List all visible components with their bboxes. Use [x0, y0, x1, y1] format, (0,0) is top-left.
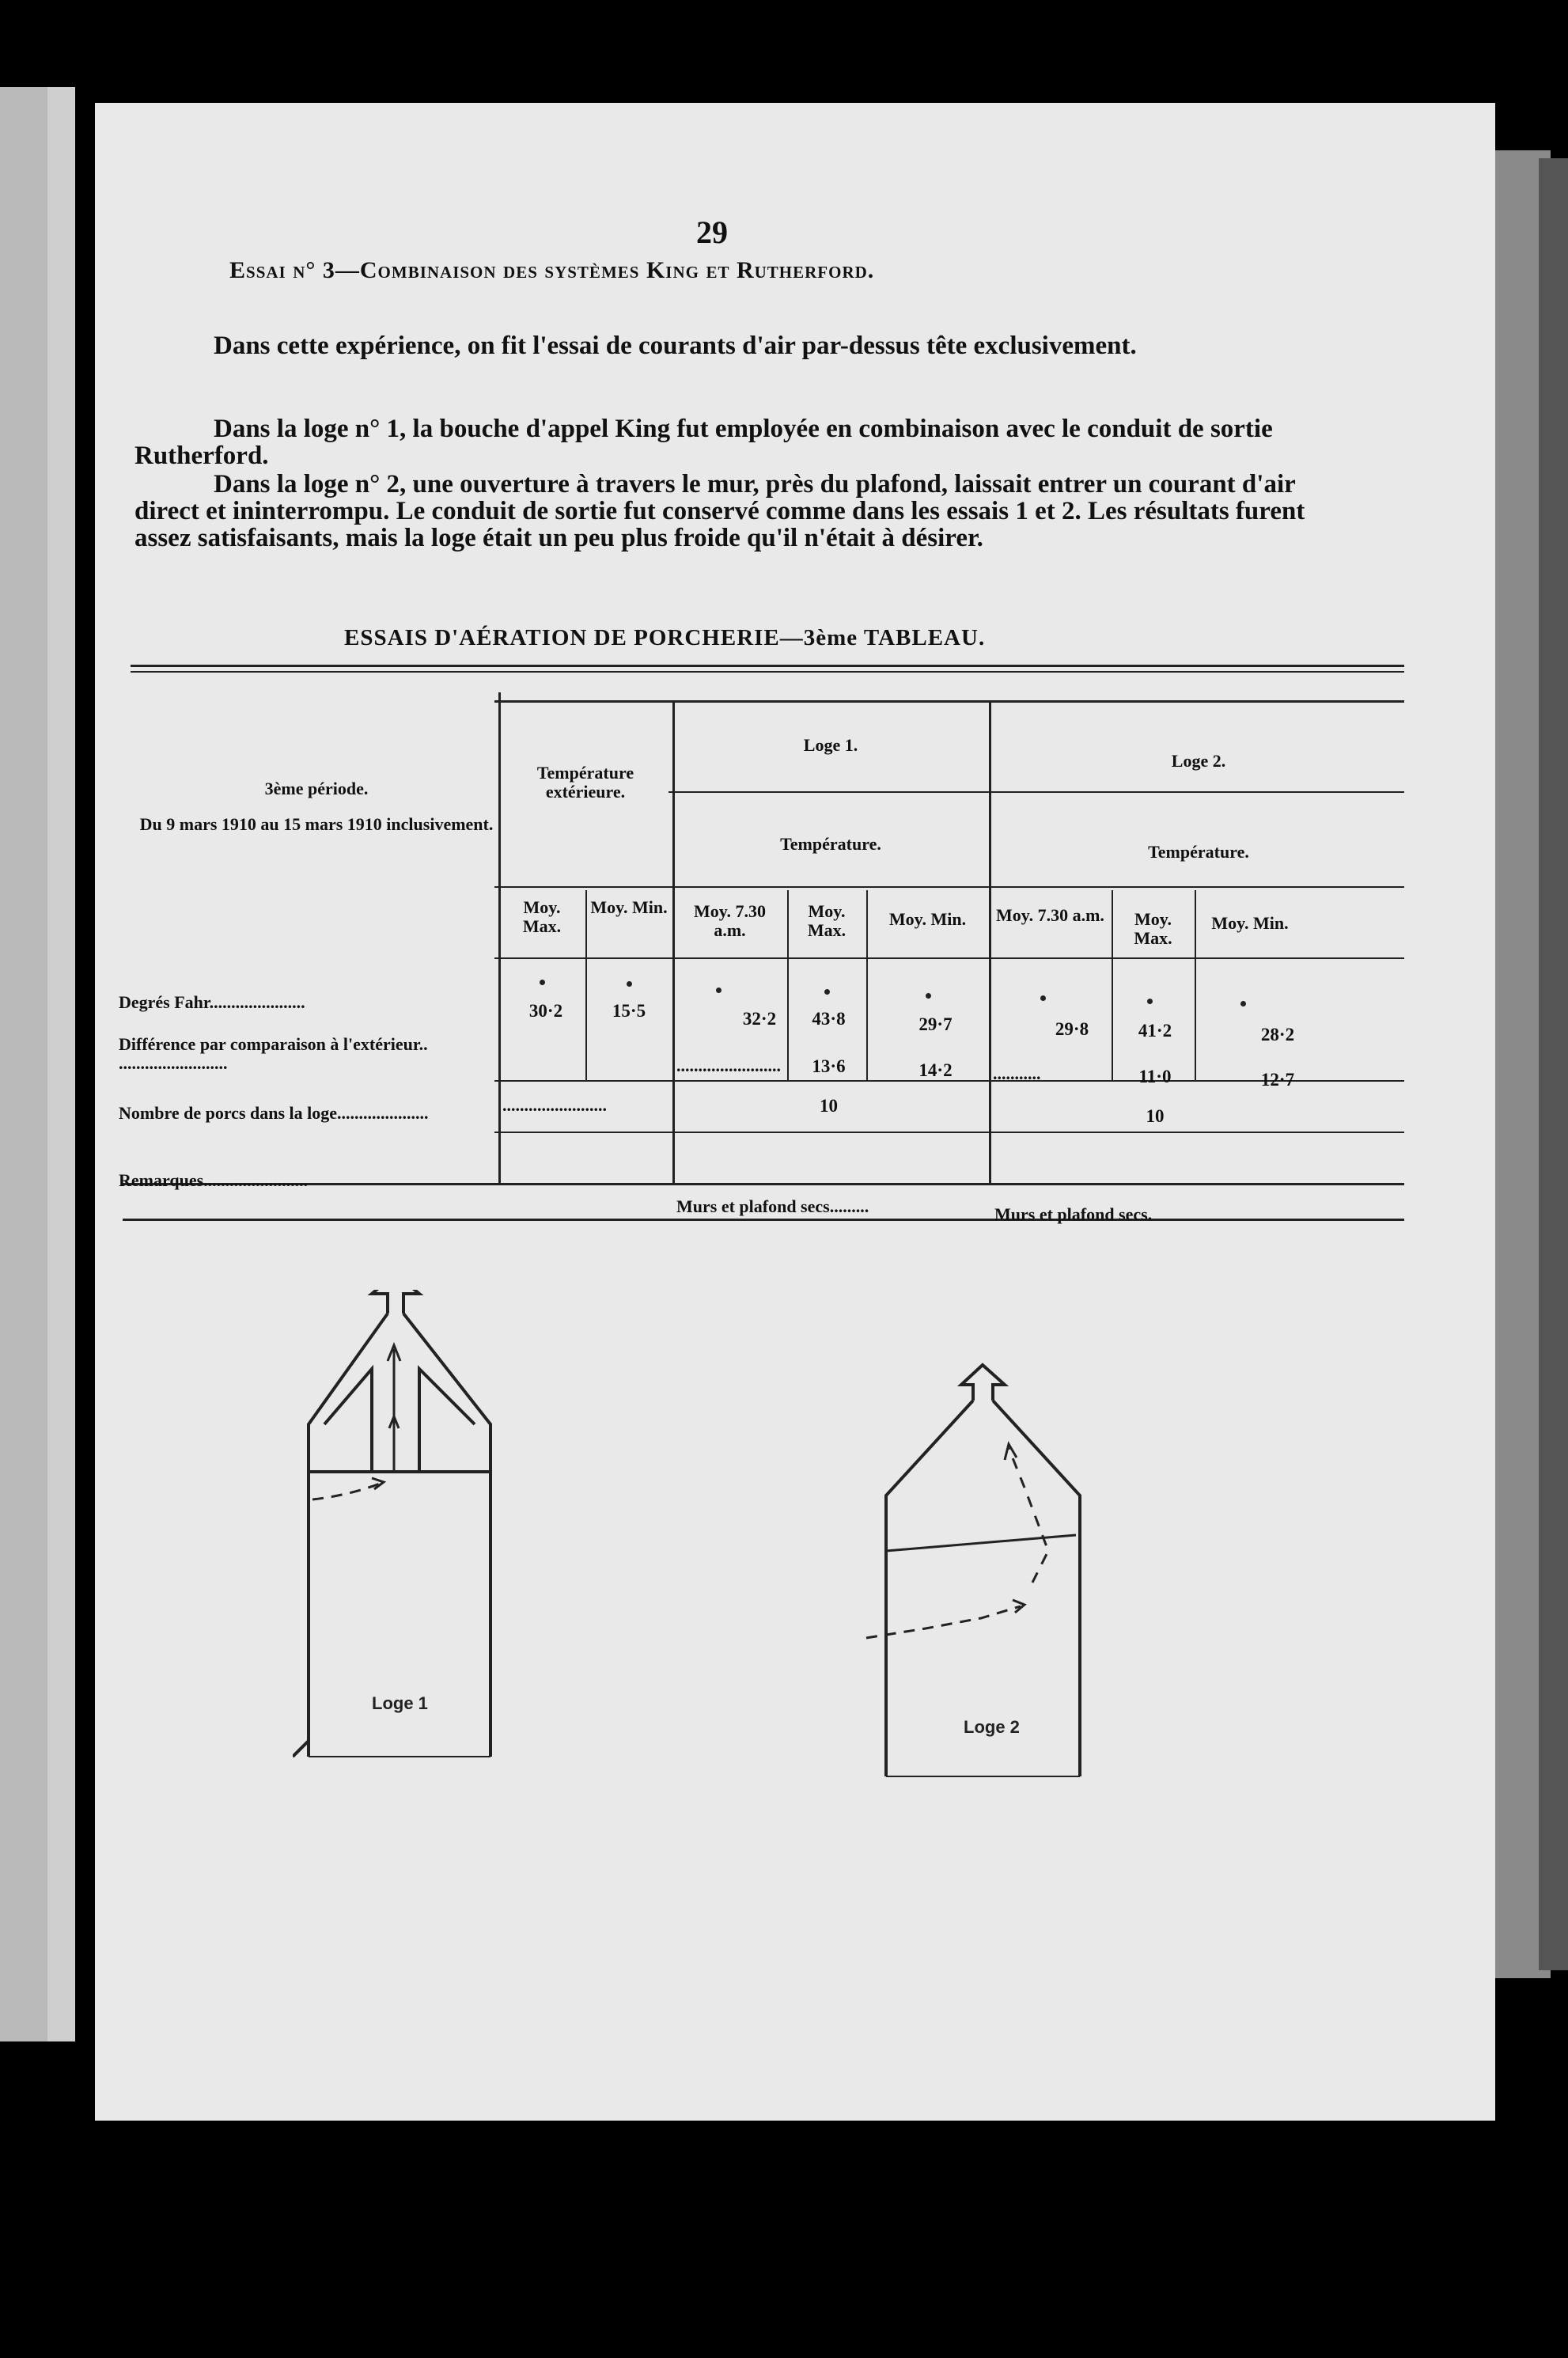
col-l1-moy-max: Moy. Max.: [807, 901, 846, 940]
paragraph-2: Dans la loge n° 1, la bouche d'appel King fut employée en combinaison avec le conduit de sortie Rutherford.: [134, 415, 1273, 470]
col-ext-moy-min: Moy. Min.: [590, 897, 668, 917]
col-rule-1: [498, 692, 501, 1183]
figure-loge-2-label: Loge 2: [964, 1717, 1020, 1737]
rule-under-subheaders: [494, 957, 1404, 959]
col-rule-l1-a: [787, 890, 789, 1080]
leader-dots: ........................: [502, 1096, 607, 1115]
nombre-l1: 10: [820, 1096, 838, 1116]
rule-under-temperature: [494, 886, 1404, 888]
nombre-l2: 10: [1146, 1106, 1165, 1126]
value-l1-max: 43·8: [812, 1009, 846, 1029]
loge1-header: Loge 1.: [803, 735, 858, 755]
col-l1-moy-min: Moy. Min.: [888, 909, 967, 929]
row-label-remarques: Remarques........................: [119, 1171, 309, 1190]
value-l1-min: 29·7: [918, 1014, 953, 1034]
paragraph-1: Dans cette expérience, on fit l'essai de courants d'air par-dessus tête exclusivement.: [214, 332, 1137, 360]
col-rule-ext-split: [585, 890, 587, 1080]
difference-l2-min: 12·7: [1260, 1070, 1295, 1090]
loge2-temperature-header: Température.: [1148, 842, 1249, 862]
rule-under-loges: [668, 791, 1404, 793]
remarques-l1: Murs et plafond secs.........: [676, 1197, 869, 1216]
value-ext-min: 15·5: [612, 1001, 646, 1021]
degree-mark: [716, 988, 722, 993]
figure-loge-1-label: Loge 1: [372, 1693, 428, 1713]
col-rule-l2-a: [1112, 890, 1113, 1080]
page-number: 29: [696, 214, 728, 250]
document-page: [95, 103, 1495, 2121]
paragraph-3: Dans la loge n° 2, une ouverture à travers le mur, près du plafond, laissait entrer un courant d'air direct et ininterrompu. Le conduit de sortie fut conservé comme dans les essais 1 et 2. Les résultats furent assez satisfaisants, mais la loge était un peu plus froide qu'il n'était à désirer.: [134, 470, 1305, 552]
col-rule-l2-b: [1195, 890, 1196, 1080]
rule-under-nombre: [494, 1132, 1404, 1133]
col-l2-moy-max: Moy. Max.: [1134, 909, 1172, 948]
row-label-nombre: Nombre de porcs dans la loge.....................: [119, 1104, 429, 1123]
value-l2-max: 41·2: [1138, 1021, 1172, 1041]
difference-l1-max: 13·6: [812, 1056, 846, 1076]
period-label: 3ème période.: [264, 779, 369, 798]
col-rule-l1-b: [866, 890, 868, 1080]
loge1-temperature-header: Température.: [780, 834, 881, 854]
col-l1-moy-730: Moy. 7.30 a.m.: [693, 901, 767, 940]
table-title: ESSAIS D'AÉRATION DE PORCHERIE—3ème TABLEAU.: [344, 625, 986, 650]
degree-mark: [540, 980, 545, 985]
table-rule-top: [131, 665, 1404, 667]
row-label-degres: Degrés Fahr......................: [119, 993, 305, 1012]
book-edge-shadow: [1539, 158, 1568, 1970]
degree-mark: [926, 993, 931, 999]
col-l2-moy-min: Moy. Min.: [1211, 913, 1289, 933]
temp-ext-header: Température extérieure.: [536, 763, 634, 802]
section-heading: Essai n° 3—Combinaison des systèmes King et Rutherford.: [229, 257, 875, 283]
leader-dots: ........................: [676, 1056, 781, 1075]
degree-mark: [1147, 999, 1153, 1004]
value-l1-730: 32·2: [742, 1009, 777, 1029]
difference-l2-max: 11·0: [1138, 1067, 1172, 1086]
col-l2-moy-730: Moy. 7.30 a.m.: [996, 905, 1104, 925]
loge2-header: Loge 2.: [1171, 751, 1226, 771]
adjacent-page-shadow: [0, 87, 47, 2041]
table-rule-top-2: [131, 671, 1404, 673]
degree-mark: [824, 989, 830, 995]
col-rule-3: [989, 700, 991, 1183]
remarques-l2: Murs et plafond secs.: [994, 1205, 1153, 1224]
value-ext-max: 30·2: [528, 1001, 563, 1021]
degree-mark: [627, 981, 632, 987]
degree-mark: [1040, 995, 1046, 1001]
leader-dots: ...........: [993, 1064, 1041, 1083]
difference-l1-min: 14·2: [918, 1060, 953, 1080]
figure-loge-2: [862, 1321, 1131, 1780]
value-l2-min: 28·2: [1260, 1025, 1295, 1044]
degree-mark: [1240, 1001, 1246, 1007]
table-rule-top-3: [494, 700, 1404, 703]
figure-loge-1: [293, 1290, 546, 1765]
adjacent-page-edge: [0, 87, 75, 2041]
period-dates: Du 9 mars 1910 au 15 mars 1910 inclusivement.: [139, 814, 494, 834]
row-label-difference: Différence par comparaison à l'extérieur.. .........................: [119, 1034, 428, 1073]
col-rule-2: [672, 700, 675, 1183]
col-ext-moy-max: Moy. Max.: [522, 897, 562, 936]
value-l2-730: 29·8: [1055, 1019, 1089, 1039]
